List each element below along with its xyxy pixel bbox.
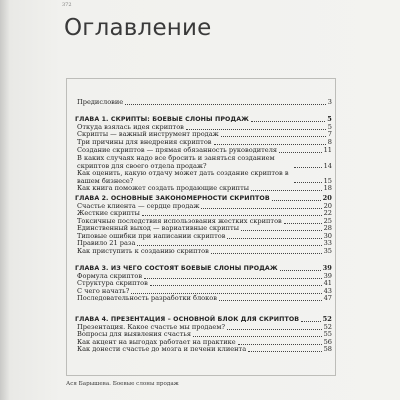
- dot-leader: [279, 152, 322, 153]
- dot-leader: [150, 285, 322, 286]
- toc-entry-title: Структура скриптов: [77, 279, 148, 287]
- toc-page-number: 25: [323, 217, 332, 225]
- toc-page-number: 30: [323, 232, 332, 240]
- toc-entry-title: ГЛАВА 4. ПРЕЗЕНТАЦИЯ – ОСНОВНОЙ БЛОК ДЛЯ СКРИПТОВ: [75, 316, 300, 323]
- dot-leader: [227, 238, 321, 239]
- toc-entry-title: Как акцент на выгодах работает на практике: [77, 338, 236, 346]
- dot-leader: [137, 245, 321, 246]
- dot-leader: [294, 182, 322, 183]
- running-footer: Ася Барышева. Боевые слоны продаж: [66, 381, 179, 387]
- toc-page-number: 56: [323, 338, 332, 346]
- dot-leader: [142, 215, 322, 216]
- toc-page-number: 33: [323, 239, 332, 247]
- toc-entry-title: Три причины для внедрения скриптов: [77, 138, 212, 146]
- dot-leader: [301, 321, 320, 322]
- toc-page-number: 15: [323, 176, 332, 185]
- dot-leader: [193, 336, 322, 337]
- dot-leader: [238, 344, 322, 345]
- toc-entry: [77, 346, 332, 354]
- toc-entry: [77, 248, 332, 256]
- toc-page-number: 43: [323, 287, 332, 295]
- toc-entry-title: Как донести счастье до мозга и печени клиента: [77, 345, 247, 353]
- toc-page-number: 7: [327, 130, 332, 138]
- toc-entry-title: Вопросы для выявления счастья: [77, 330, 191, 338]
- toc-entry-title: ГЛАВА 1. СКРИПТЫ: БОЕВЫЕ СЛОНЫ ПРОДАЖ: [75, 116, 249, 123]
- toc-page-number: 52: [323, 323, 332, 331]
- page-number: 372: [62, 2, 72, 8]
- dot-leader: [248, 351, 321, 352]
- toc-entry-title: Правило 21 раза: [77, 239, 136, 247]
- toc-entry-title: С чего начать?: [77, 287, 130, 295]
- dot-leader: [211, 253, 322, 254]
- toc-entry-title: Как книга поможет создать продающие скрипты: [77, 184, 249, 192]
- toc-entry-title: Счастье клиента — сердце продаж: [77, 202, 200, 210]
- dot-leader: [251, 121, 325, 122]
- dot-leader: [294, 167, 322, 168]
- toc-entry-title: Скрипты — важный инструмент продаж: [77, 130, 219, 138]
- toc-page-number: 39: [322, 264, 332, 272]
- toc-page-number: 22: [323, 209, 332, 217]
- toc-entry-title: Токсичные последствия использования жестких скриптов: [77, 217, 282, 225]
- dot-leader: [214, 144, 326, 145]
- dot-leader: [227, 329, 322, 330]
- dot-leader: [201, 208, 321, 209]
- toc-entry-title: Создание скриптов — прямая обязанность руководителя: [77, 146, 278, 154]
- toc-page-number: 52: [322, 315, 332, 323]
- toc-page-number: 5: [327, 115, 332, 123]
- toc-entry-title: В каких случаях надо все бросить и заняться созданием скриптов для своего отдела продаж?: [77, 154, 275, 170]
- toc-page-number: 3: [327, 98, 332, 106]
- toc-page-number: 20: [323, 202, 332, 210]
- toc-entry-title: Откуда взялась идея скриптов: [77, 123, 184, 131]
- toc-entry: [77, 99, 332, 107]
- toc-entry-title: Жесткие скрипты: [77, 209, 140, 217]
- toc-entry: [77, 185, 332, 193]
- toc-page-number: 20: [322, 194, 332, 202]
- toc-entry-title: Формула скриптов: [77, 272, 143, 280]
- toc-page-number: 11: [323, 146, 332, 154]
- toc-entry: [77, 170, 332, 185]
- toc-page-number: 55: [323, 330, 332, 338]
- toc-entry-title: Предисловие: [77, 98, 124, 106]
- toc-page-number: 39: [323, 272, 332, 280]
- toc-entry-title: Презентация. Какое счастье мы продаем?: [77, 323, 225, 331]
- toc-entry: [77, 295, 332, 303]
- dot-leader: [221, 136, 326, 137]
- toc-entry-title: Как приступить к созданию скриптов: [77, 247, 209, 255]
- toc-frame: [66, 78, 336, 376]
- dot-leader: [280, 270, 321, 271]
- toc-entry: [77, 155, 332, 170]
- toc-page-number: 58: [323, 345, 332, 353]
- toc-page-number: 35: [323, 247, 332, 255]
- dot-leader: [125, 104, 326, 105]
- toc-page-number: 47: [323, 294, 332, 302]
- toc-entry-title: ГЛАВА 3. ИЗ ЧЕГО СОСТОЯТ БОЕВЫЕ СЛОНЫ ПРОДАЖ: [75, 265, 278, 272]
- dot-leader: [272, 200, 321, 201]
- toc-page-number: 18: [323, 184, 332, 192]
- dot-leader: [284, 223, 322, 224]
- dot-leader: [219, 300, 322, 301]
- toc-page-number: 28: [323, 224, 332, 232]
- toc-page-number: 14: [323, 161, 332, 170]
- dot-leader: [241, 230, 322, 231]
- toc-page-number: 41: [323, 279, 332, 287]
- page-title: Оглавление: [64, 15, 212, 41]
- toc-page-number: 5: [327, 123, 332, 131]
- toc-entry-title: Единственный выход — вариативные скрипты: [77, 224, 239, 232]
- toc-entry-title: ГЛАВА 2. ОСНОВНЫЕ ЗАКОНОМЕРНОСТИ СКРИПТОВ: [75, 195, 270, 202]
- toc-page-number: 8: [327, 138, 332, 146]
- toc-entry-title: Типовые ошибки при написании скриптов: [77, 232, 226, 240]
- toc-entry-title: Последовательность разработки блоков: [77, 294, 217, 302]
- dot-leader: [144, 278, 322, 279]
- toc-entry-title: Как оценить, какую отдачу может дать создание скриптов в вашем бизнесе?: [77, 169, 289, 185]
- dot-leader: [251, 190, 322, 191]
